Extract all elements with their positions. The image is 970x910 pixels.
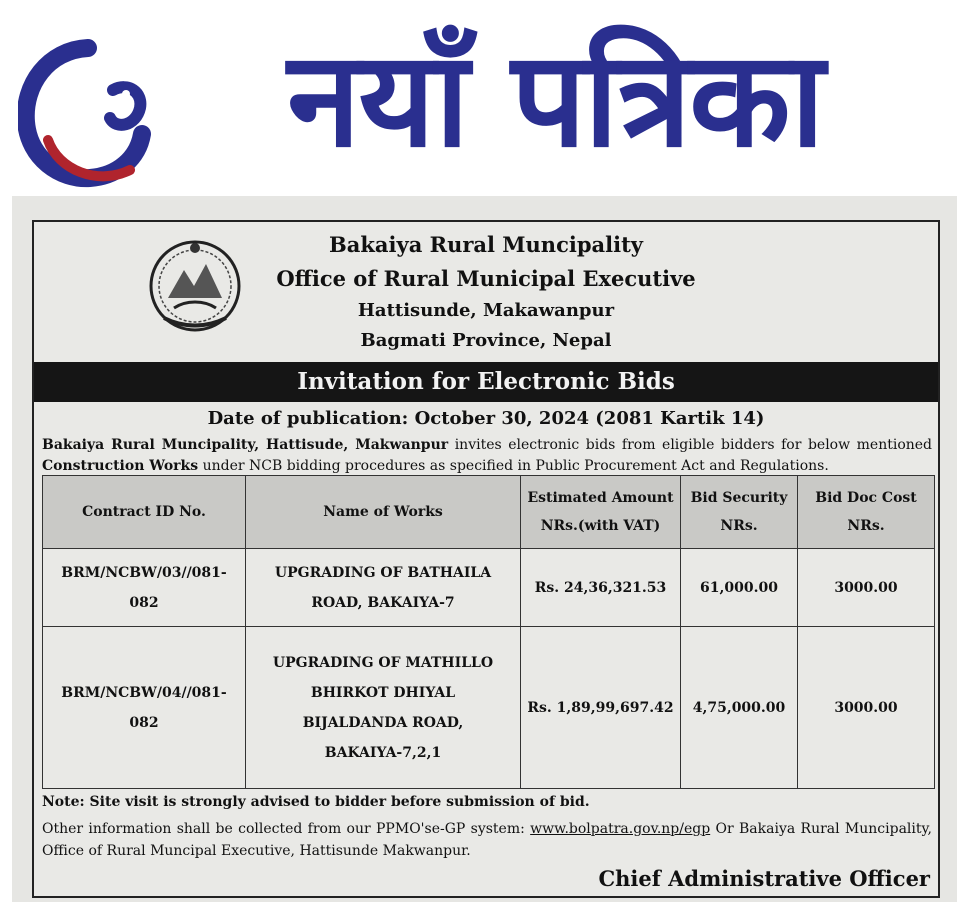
cell-name-of-works [246, 627, 521, 789]
other-information [42, 818, 932, 862]
work-name-line: ROAD, BAKAIYA-7 [311, 594, 455, 611]
intro-middle: invites electronic bids from eligible bidders for below mentioned [448, 437, 933, 453]
work-name-line: BAKAIYA-7,2,1 [324, 744, 442, 761]
other-info-after: Or Bakaiya Rural Muncipality, Office of Rural Muncipal Executive, Hattisunde Makwanpur. [42, 821, 932, 859]
cell-bid-security: 4,75,000.00 [681, 627, 798, 789]
header-doc-line1: Bid Doc Cost [815, 490, 917, 506]
intro-paragraph [42, 435, 932, 477]
site-visit-note: Note: Site visit is strongly advised to bidder before submission of bid. [42, 794, 590, 810]
header-bid-security [681, 476, 798, 549]
table-row [43, 627, 935, 789]
work-name-line: BHIRKOT DHIYAL [310, 684, 456, 701]
table-row [43, 549, 935, 627]
address-line-1: Hattisunde, Makawanpur [357, 300, 615, 321]
cell-contract-id: BRM/NCBW/03//081-082 [43, 549, 246, 627]
masthead [0, 0, 970, 195]
header-amount-line2: NRs.(with VAT) [540, 518, 661, 534]
work-name-line: BIJALDANDA ROAD, [302, 714, 464, 731]
intro-lead: Bakaiya Rural Muncipality, Hattisude, Makwanpur [42, 437, 449, 453]
bids-table [42, 475, 935, 789]
other-info-before: Other information shall be collected from our PPMO'se-GP system: [42, 821, 531, 837]
bid-notice [32, 220, 940, 898]
header-estimated-amount [521, 476, 681, 549]
work-name-line: UPGRADING OF BATHAILA [274, 564, 492, 581]
header-security-line2: NRs. [720, 518, 758, 534]
newspaper-clipping [12, 196, 957, 902]
notice-title-banner: Invitation for Electronic Bids [34, 362, 938, 402]
organization-name: Bakaiya Rural Muncipality [329, 232, 643, 257]
cell-name-of-works [246, 549, 521, 627]
signature-title: Chief Administrative Officer [598, 866, 930, 891]
intro-tail: under NCB bidding procedures as specified in Public Procurement Act and Regulations. [198, 458, 829, 474]
header-doc-line2: NRs. [847, 518, 885, 534]
egp-link[interactable]: www.bolpatra.gov.np/egp [530, 821, 711, 837]
table-header-row [43, 476, 935, 549]
header-bid-doc-cost [798, 476, 935, 549]
intro-works: Construction Works [42, 458, 199, 474]
header-security-line1: Bid Security [690, 490, 788, 506]
newspaper-name: नयाँ पत्रिका [287, 23, 823, 177]
cell-estimated-amount: Rs. 24,36,321.53 [521, 549, 681, 627]
header-contract-id: Contract ID No. [43, 476, 246, 549]
cell-estimated-amount: Rs. 1,89,99,697.42 [521, 627, 681, 789]
cell-bid-doc-cost: 3000.00 [798, 549, 935, 627]
office-name: Office of Rural Municipal Executive [276, 266, 696, 291]
publication-date: Date of publication: October 30, 2024 (2081 Kartik 14) [207, 408, 765, 429]
cell-bid-security: 61,000.00 [681, 549, 798, 627]
cell-bid-doc-cost: 3000.00 [798, 627, 935, 789]
header-amount-line1: Estimated Amount [527, 490, 674, 506]
header-name-of-works: Name of Works [246, 476, 521, 549]
work-name-line: UPGRADING OF MATHILLO [272, 654, 494, 671]
cell-contract-id: BRM/NCBW/04//081-082 [43, 627, 246, 789]
newspaper-logo-icon [18, 30, 153, 190]
address-line-2: Bagmati Province, Nepal [360, 330, 612, 351]
